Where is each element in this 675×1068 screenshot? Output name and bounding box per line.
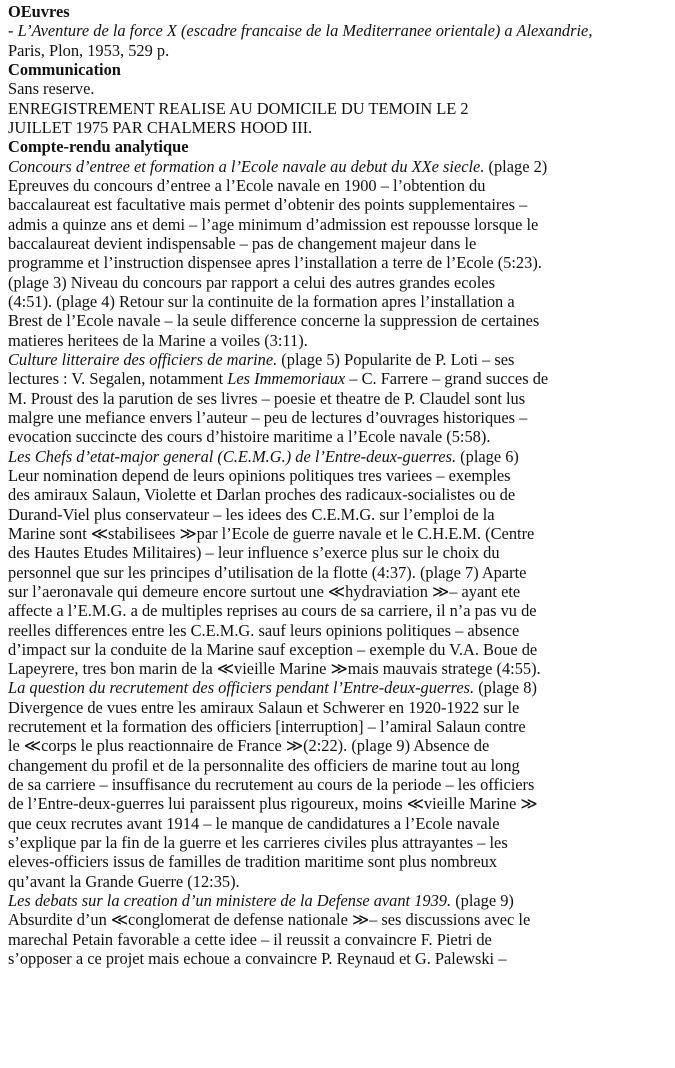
oeuvres-heading: OEuvres [8,2,70,21]
section-title-line [8,678,668,697]
section-text-line: baccalaureat est facultative mais permet d’obtenir des points supplementaires – [8,195,528,215]
track-ref: (plage 9) [451,891,514,911]
section-text: (plage 5) Popularite de P. Loti – ses [277,349,515,369]
section-text-line: s’opposer a ce projet mais echoue a convaincre P. Reynaud et G. Palewski – [8,949,507,969]
section-text-line: le ≪corps le plus reactionnaire de France ≫(2:22). (plage 9) Absence de [8,736,490,756]
section-text-line: que ceux recrutes avant 1914 – le manque de candidatures a l’Ecole navale [8,813,500,833]
list-dash: - [8,21,18,41]
section-text-line: recrutement et la formation des officiers [interruption] – l’amiral Salaun contre [8,717,526,737]
section-title: Les debats sur la creation d’un ministere de la Defense avant 1939. [8,891,452,911]
work-title: L’Aventure de la force X (escadre francaise de la Mediterranee orientale) a Alexandrie, [17,21,593,41]
section-text-line: admis a quinze ans et demi – l’age minimum d’admission est repousse lorsque le [8,214,539,234]
section-text-line: Epreuves du concours d’entree a l’Ecole navale en 1900 – l’obtention du [8,175,486,195]
document-page [8,2,668,968]
section-text-line: changement du profil et de la personnalite des officiers de marine tout au long [8,755,520,775]
section-title: Concours d’entree et formation a l’Ecole navale au debut du XXe siecle. [8,156,485,176]
section-text-line: des Hautes Etudes Militaires) – leur influence s’exerce plus sur le choix du [8,543,500,563]
recording-note-line: ENREGISTREMENT REALISE AU DOMICILE DU TEMOIN LE 2 [8,98,469,118]
section-text-line: Leur nomination depend de leurs opinions politiques tres variees – exemples [8,465,511,485]
section-text: – C. Farrere – grand succes de [345,369,549,389]
oeuvres-entry [8,21,668,40]
section-text-line: Brest de l’Ecole navale – la seule difference concerne la suppression de certaines [8,311,540,331]
section-text-line: affecte a l’E.M.G. a de multiples reprises au cours de sa carriere, il n’a pas vu de [8,601,537,621]
section-text-line [8,369,668,388]
section-text-line: qu’avant la Grande Guerre (12:35). [8,871,240,891]
section-text-line: sur l’aeronavale qui demeure encore surtout une ≪hydraviation ≫– ayant ete [8,581,521,601]
communication-heading: Communication [8,59,121,79]
section-title: Les Chefs d’etat-major general (C.E.M.G.) de l’Entre-deux-guerres. [8,446,457,466]
section-title: La question du recrutement des officiers pendant l’Entre-deux-guerres. [8,678,475,698]
section-text-line: programme et l’instruction dispensee apres l’installation a terre de l’Ecole (5:23). [8,253,542,273]
section-text-line: M. Proust des la parution de ses livres – poesie et theatre de P. Claudel sont lus [8,388,526,408]
section-text-line: Marine sont ≪stabilisees ≫par l’Ecole de guerre navale et le C.H.E.M. (Centre [8,523,535,543]
book-title: Les Immemoriaux [227,369,346,389]
communication-value: Sans reserve. [8,79,95,99]
section-text-line: Durand-Viel plus conservateur – les idees des C.E.M.G. sur l’emploi de la [8,504,495,524]
section-title-line [8,350,668,369]
section-text-line: evocation succincte des cours d’histoire maritime a l’Ecole navale (5:58). [8,427,491,447]
section-text-line: (4:51). (plage 4) Retour sur la continuite de la formation apres l’installation a [8,291,515,311]
section-text-line: personnel que sur les principes d’utilisation de la flotte (4:37). (plage 7) Aparte [8,562,527,582]
track-ref: (plage 8) [474,678,537,698]
section-text-line: de sa carriere – insuffisance du recrutement au cours de la periode – les officiers [8,775,535,795]
oeuvres-publication: Paris, Plon, 1953, 529 p. [8,40,170,60]
section-text-line: eleves-officiers issus de familles de tradition maritime sont plus nombreux [8,852,498,872]
section-text-line: baccalaureat devient indispensable – pas de changement majeur dans le [8,233,477,253]
section-title-line [8,157,668,176]
recording-note-line: JUILLET 1975 PAR CHALMERS HOOD III. [8,117,313,137]
section-text-line: Absurdite d’un ≪conglomerat de defense nationale ≫– ses discussions avec le [8,910,531,930]
section-text: lectures : V. Segalen, notamment [8,369,228,389]
section-text-line: reelles differences entre les C.E.M.G. sauf leurs opinions politiques – absence [8,620,520,640]
track-ref: (plage 6) [456,446,519,466]
section-text-line: des amiraux Salaun, Violette et Darlan proches des radicaux-socialistes ou de [8,485,516,505]
section-title: Culture litteraire des officiers de marine. [8,349,278,369]
section-title-line [8,891,668,910]
section-text-line: (plage 3) Niveau du concours par rapport a celui des autres grandes ecoles [8,272,495,292]
section-text-line: Divergence de vues entre les amiraux Salaun et Schwerer en 1920-1922 sur le [8,697,520,717]
section-text-line: de l’Entre-deux-guerres lui paraissent plus rigoureux, moins ≪vieille Marine ≫ [8,794,538,814]
section-text-line: malgre une mefiance envers l’auteur – peu de lectures d’ouvrages historiques – [8,407,528,427]
section-text-line: Lapeyrere, tres bon marin de la ≪vieille Marine ≫mais mauvais stratege (4:55). [8,659,541,679]
section-text-line: s’explique par la fin de la guerre et les carrieres civiles plus attrayantes – les [8,833,508,853]
section-text-line: marechal Petain favorable a cette idee – il reussit a convaincre F. Pietri de [8,929,492,949]
track-ref: (plage 2) [484,156,548,176]
summary-heading: Compte-rendu analytique [8,137,189,157]
section-text-line: matieres heritees de la Marine a voiles (3:11). [8,330,308,350]
section-text-line: d’impact sur la conduite de la Marine sauf exception – exemple du V.A. Boue de [8,639,538,659]
section-title-line [8,447,668,466]
